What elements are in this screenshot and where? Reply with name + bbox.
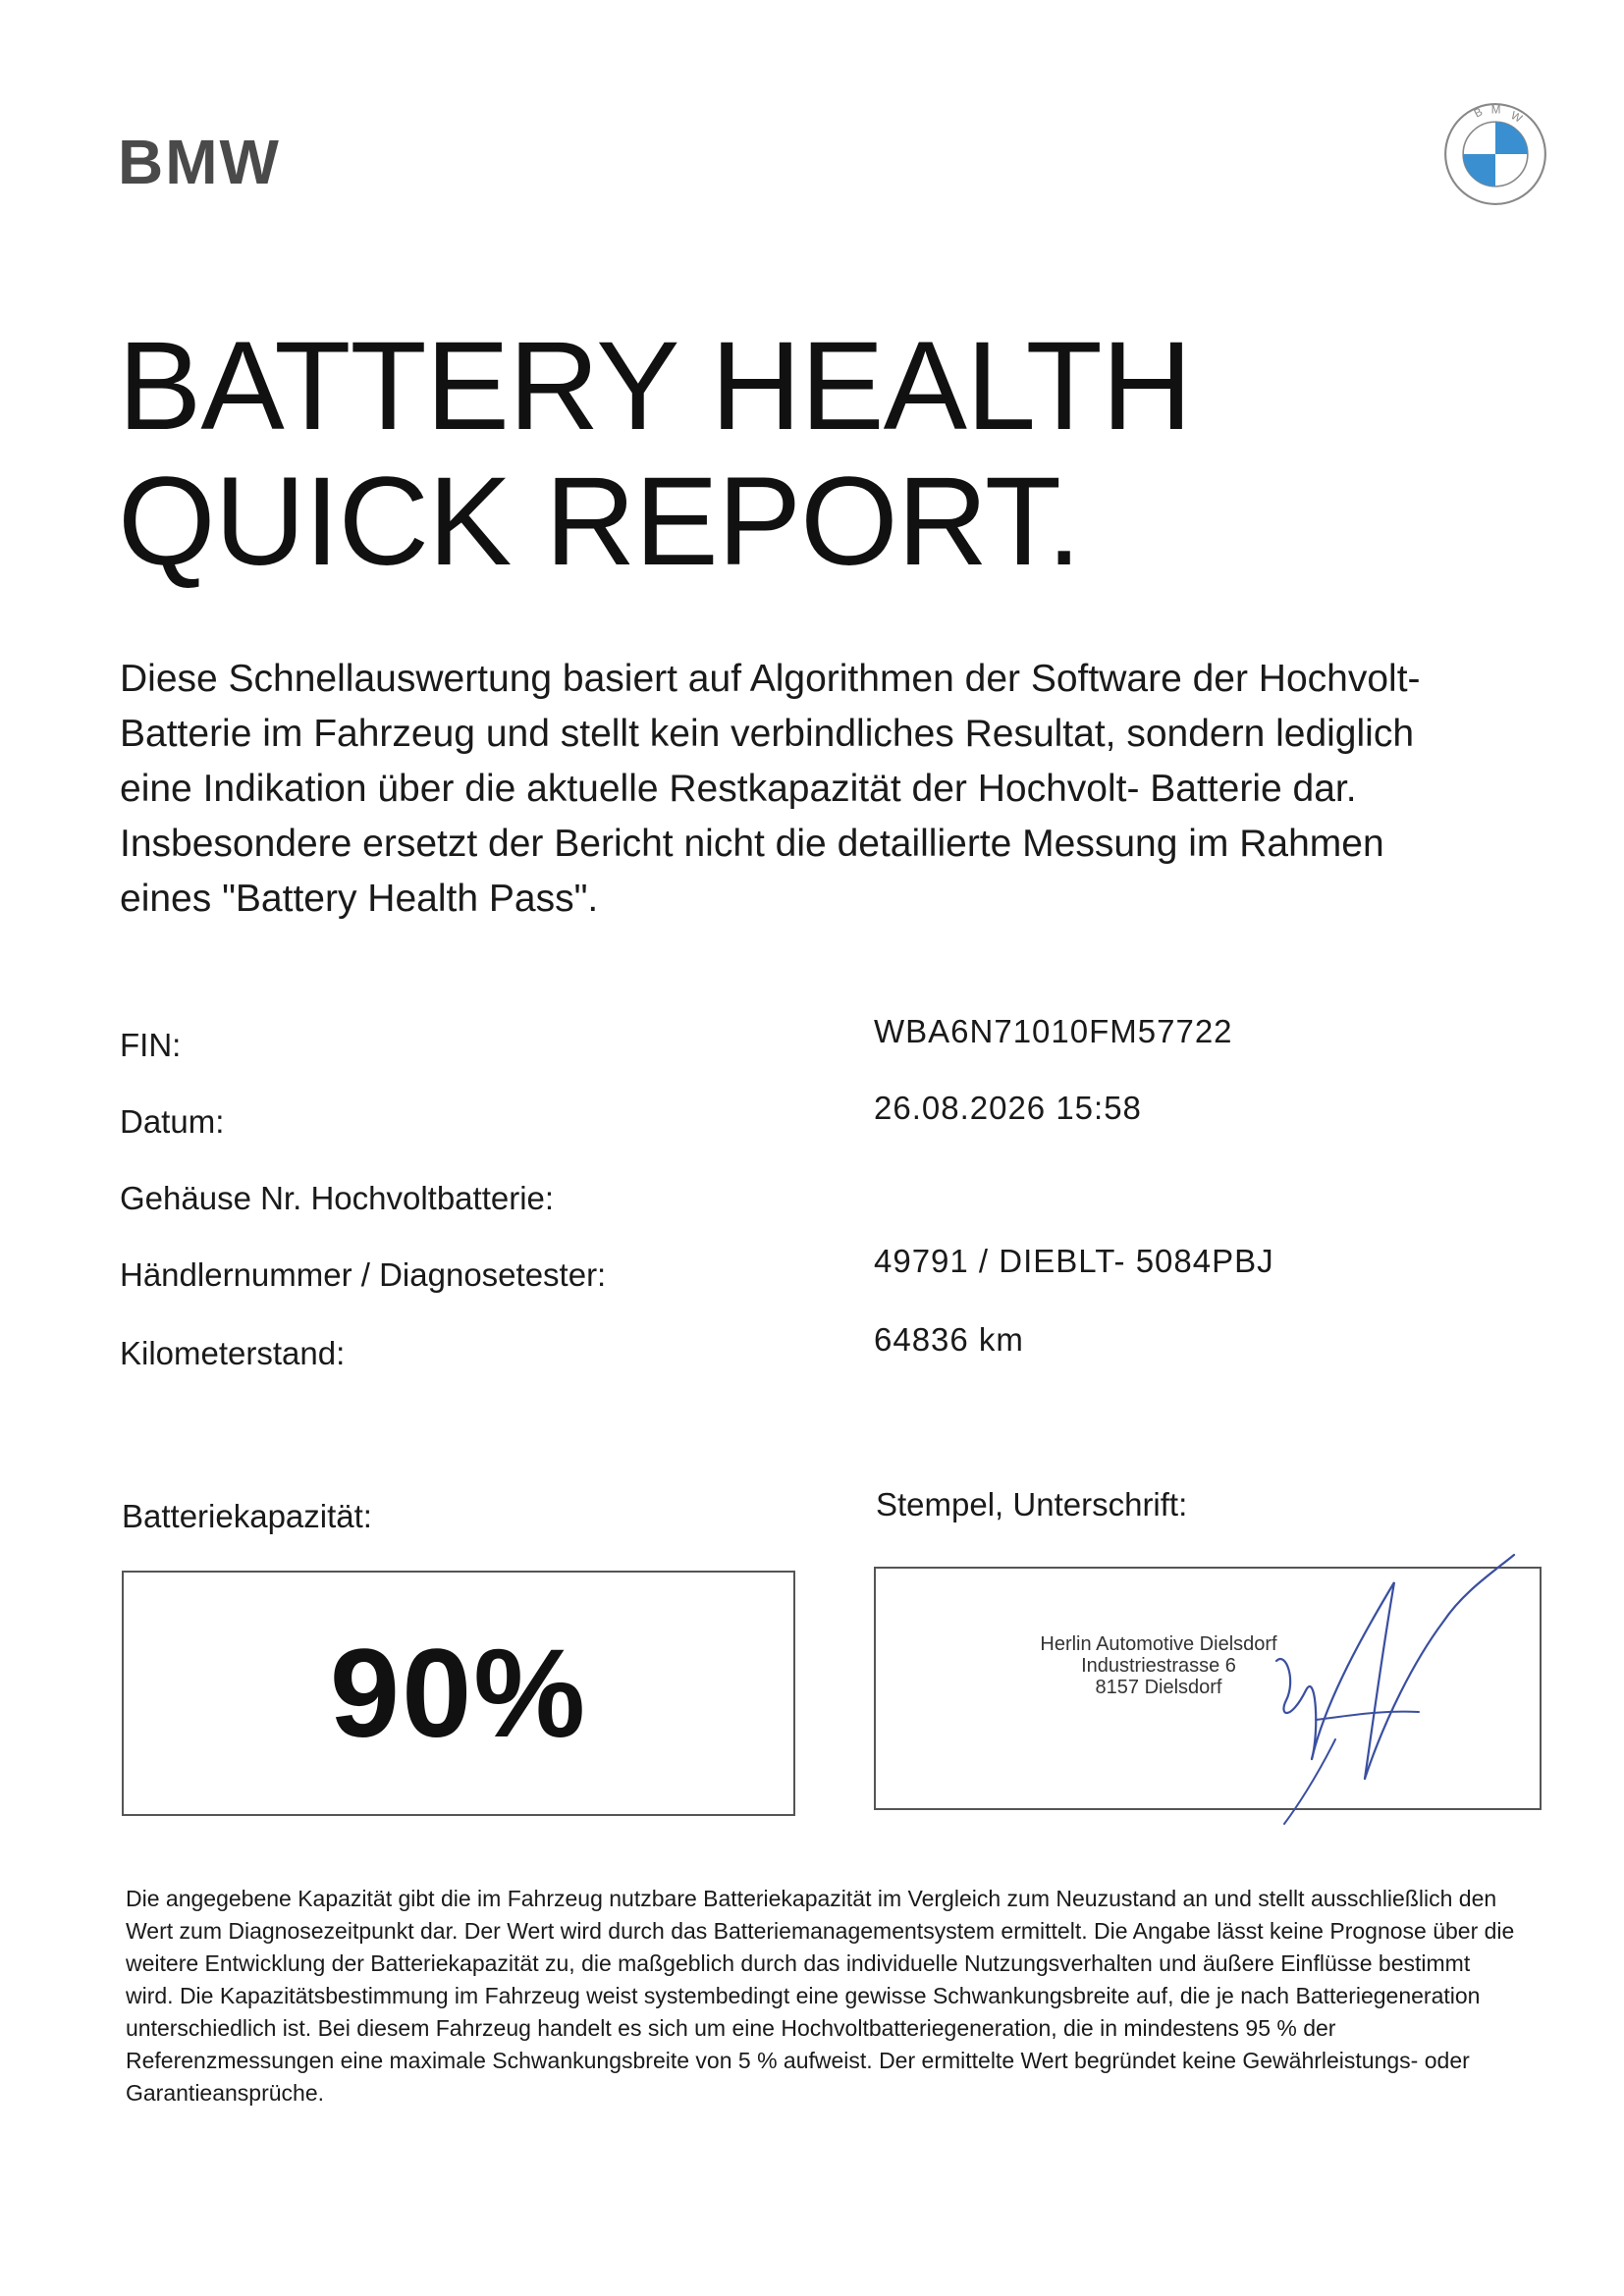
disclaimer-text: Die angegebene Kapazität gibt die im Fahrzeug nutzbare Batteriekapazität im Vergleich zum Neuzustand an und stellt ausschließlich den Wert zum Diagnosezeitpunkt dar. Der Wert wird durch das Batteriemanagementsystem ermittelt. Die Angabe lässt keine Prognose über die weitere Entwicklung der Batteriekapazität zu, die maßgeblich durch das individuelle Nutzungsverhalten und äußere Einflüsse bestimmt wird. Die Kapazitätsbestimmung im Fahrzeug weist systembedingt eine gewisse Schwankungsbreite auf, die je nach Batteriegeneration unterschiedlich ist. Bei diesem Fahrzeug handelt es sich um eine Hochvoltbatteriegeneration, die in mindestens 95 % der Referenzmessungen eine maximale Schwankungsbreite von 5 % aufweist. Der ermittelte Wert begründet keine Gewährleistungs- oder Garantieansprüche. (126, 1886, 1515, 2106)
capacity-label: Batteriekapazität: (122, 1498, 372, 1534)
field-label-haendlernummer: Händlernummer / Diagnosetester: (120, 1256, 607, 1293)
bmw-roundel-icon (1443, 102, 1547, 206)
field-value-kilometerstand: 64836 km (874, 1321, 1024, 1358)
field-value-fin: WBA6N71010FM57722 (874, 1013, 1233, 1049)
intro-paragraph (120, 652, 1455, 927)
intro-text: Diese Schnellauswertung basiert auf Algorithmen der Software der Hochvolt- Batterie im Fahrzeug und stellt kein verbindliches Resultat, sondern lediglich eine Indikation über die aktuelle Restkapazität der Hochvolt- Batterie dar. Insbesondere ersetzt der Bericht nicht die detaillierte Messung im Rahmen eines "Battery Health Pass". (120, 658, 1421, 920)
brand-wordmark: BMW (118, 127, 281, 197)
stamp-line-2: Industriestrasse 6 (1081, 1655, 1236, 1677)
field-value-datum: 26.08.2026 15:58 (874, 1090, 1142, 1126)
report-title-line2: QUICK REPORT. (118, 452, 1081, 592)
field-label-fin: FIN: (120, 1027, 182, 1063)
stamp-line-3: 8157 Dielsdorf (1095, 1677, 1222, 1698)
field-value-haendlernummer: 49791 / DIEBLT- 5084PBJ (874, 1243, 1274, 1279)
field-label-gehaeuse-nr: Gehäuse Nr. Hochvoltbatterie: (120, 1180, 555, 1216)
disclaimer-paragraph (126, 1883, 1520, 2109)
handwritten-signature (1218, 1543, 1532, 1828)
logo-letter-w: W (1508, 109, 1525, 126)
stamp-line-1: Herlin Automotive Dielsdorf (1040, 1633, 1277, 1655)
report-title-line1: BATTERY HEALTH (118, 316, 1192, 456)
logo-letter-b: B (1472, 105, 1486, 121)
capacity-box (122, 1571, 795, 1816)
field-label-kilometerstand: Kilometerstand: (120, 1335, 346, 1371)
logo-letter-m: M (1490, 103, 1501, 117)
capacity-value: 90% (329, 1623, 588, 1764)
field-label-datum: Datum: (120, 1103, 225, 1140)
signature-label: Stempel, Unterschrift: (876, 1486, 1188, 1522)
